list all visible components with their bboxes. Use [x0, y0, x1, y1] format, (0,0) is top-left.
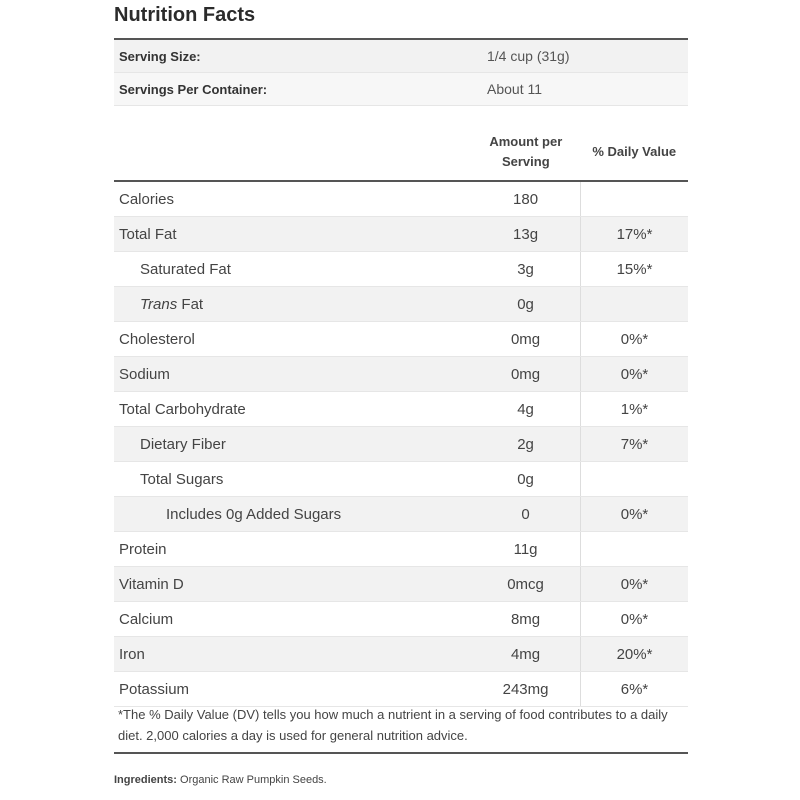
nutrient-daily-value: 6%*: [581, 672, 689, 707]
nutrient-daily-value: 7%*: [581, 427, 689, 462]
ingredients-label: Ingredients:: [114, 774, 177, 786]
serving-size-value: 1/4 cup (31g): [487, 48, 570, 64]
nutrient-name: Sodium: [114, 357, 471, 392]
nutrient-amount: 0mg: [471, 322, 580, 357]
servings-per-container-row: [114, 73, 688, 106]
table-row: [114, 252, 688, 287]
daily-value-footnote: *The % Daily Value (DV) tells you how much a nutrient in a serving of food contributes to a daily diet. 2,000 calories a day is used for general nutrition advice.: [114, 704, 688, 754]
page-title: Nutrition Facts: [114, 4, 256, 26]
nutrient-amount: 8mg: [471, 602, 580, 637]
nutrient-name: Protein: [114, 532, 471, 567]
nutrient-daily-value: 1%*: [581, 392, 689, 427]
nutrition-table: [114, 124, 688, 707]
table-row: [114, 567, 688, 602]
nutrient-daily-value: 20%*: [581, 637, 689, 672]
table-header-row: [114, 124, 688, 181]
nutrient-daily-value: [581, 462, 689, 497]
serving-size-row: [114, 40, 688, 73]
nutrient-amount: 2g: [471, 427, 580, 462]
nutrient-daily-value: 0%*: [581, 497, 689, 532]
servings-per-container-label: Servings Per Container:: [119, 81, 268, 97]
serving-size-label: Serving Size:: [119, 48, 201, 64]
nutrient-name: Includes 0g Added Sugars: [114, 497, 471, 532]
table-row: [114, 602, 688, 637]
nutrient-daily-value: 0%*: [581, 567, 689, 602]
nutrient-name: Potassium: [114, 672, 471, 707]
nutrient-amount: 243mg: [471, 672, 580, 707]
nutrient-name: Total Sugars: [114, 462, 471, 497]
nutrient-name-rest: Fat: [177, 295, 204, 313]
nutrient-amount: 4mg: [471, 637, 580, 672]
ingredients: [114, 774, 327, 786]
table-row: [114, 357, 688, 392]
nutrient-daily-value: [581, 181, 689, 217]
table-row: [114, 672, 688, 707]
header-amount-per-serving: [471, 124, 580, 181]
nutrient-name: Iron: [114, 637, 471, 672]
nutrient-amount: 180: [471, 181, 580, 217]
table-row: [114, 217, 688, 252]
nutrient-name-italic: Trans: [140, 295, 178, 313]
table-row: [114, 497, 688, 532]
nutrient-daily-value: 15%*: [581, 252, 689, 287]
table-row: [114, 462, 688, 497]
table-row: [114, 181, 688, 217]
nutrient-amount: 4g: [471, 392, 580, 427]
table-row: [114, 322, 688, 357]
ingredients-text: Organic Raw Pumpkin Seeds.: [176, 774, 327, 786]
nutrient-amount: 11g: [471, 532, 580, 567]
nutrient-daily-value: 17%*: [581, 217, 689, 252]
nutrient-daily-value: 0%*: [581, 602, 689, 637]
header-daily-value: % Daily Value: [581, 124, 689, 181]
nutrient-amount: 3g: [471, 252, 580, 287]
nutrient-name: Calories: [114, 181, 471, 217]
nutrient-name: Total Fat: [114, 217, 471, 252]
nutrient-daily-value: 0%*: [581, 357, 689, 392]
table-row: [114, 637, 688, 672]
table-row: [114, 427, 688, 462]
nutrient-amount: 0: [471, 497, 580, 532]
serving-info-table: [114, 38, 688, 106]
nutrient-amount: 0g: [471, 287, 580, 322]
nutrient-daily-value: [581, 532, 689, 567]
nutrient-name: Cholesterol: [114, 322, 471, 357]
nutrient-amount: 0g: [471, 462, 580, 497]
nutrient-daily-value: 0%*: [581, 322, 689, 357]
nutrient-amount: 0mcg: [471, 567, 580, 602]
servings-per-container-value: About 11: [487, 81, 543, 97]
nutrient-name: [114, 287, 471, 322]
nutrient-name: Saturated Fat: [114, 252, 471, 287]
nutrient-daily-value: [581, 287, 689, 322]
header-amount-line1: Amount per: [489, 134, 563, 149]
nutrient-name: Calcium: [114, 602, 471, 637]
nutrient-amount: 0mg: [471, 357, 580, 392]
table-row: [114, 392, 688, 427]
nutrient-name: Total Carbohydrate: [114, 392, 471, 427]
header-amount-line2: Serving: [501, 154, 550, 169]
nutrient-amount: 13g: [471, 217, 580, 252]
table-row: [114, 287, 688, 322]
table-row: [114, 532, 688, 567]
nutrient-name: Vitamin D: [114, 567, 471, 602]
header-nutrient: [114, 124, 471, 181]
nutrient-name: Dietary Fiber: [114, 427, 471, 462]
